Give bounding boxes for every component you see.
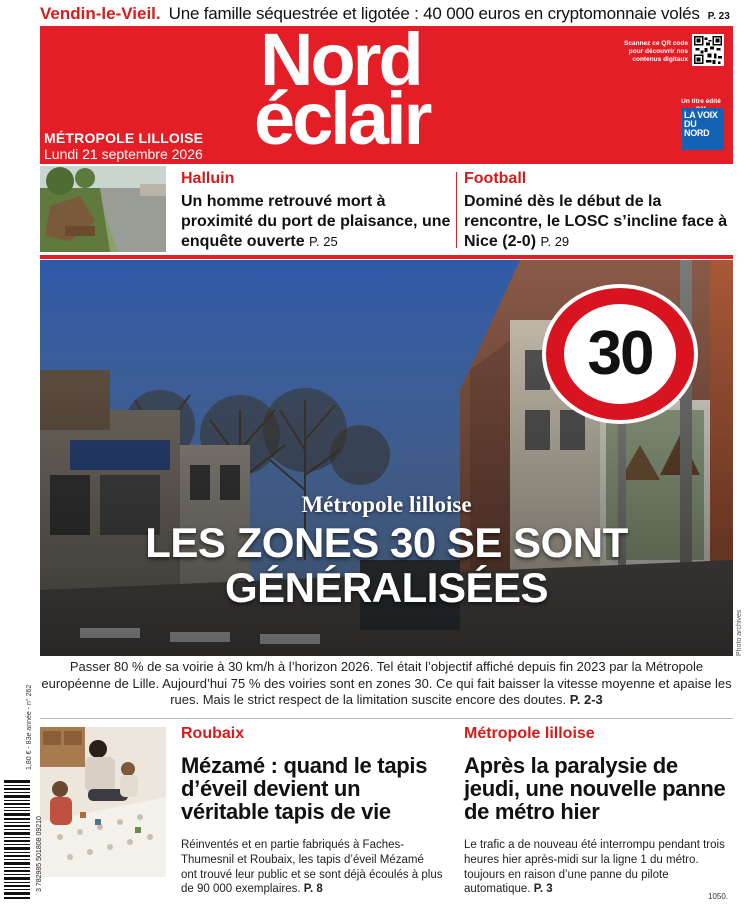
article-metro[interactable]	[464, 725, 732, 897]
article-rubric: Roubaix	[181, 725, 245, 742]
roubaix-thumbnail[interactable]	[40, 727, 166, 877]
speed-sign-value: 30	[587, 319, 653, 388]
top-teaser-headline: Une famille séquestrée et ligotée : 40 000 euros en cryptomonnaie volés	[168, 4, 700, 23]
teaser-title: Un homme retrouvé mort à proximité du port de plaisance, une enquête ouverte P. 25	[181, 193, 451, 250]
teaser-title: Dominé dès le début de la rencontre, le LOSC s’incline face à Nice (2-0) P. 29	[464, 193, 728, 250]
masthead	[40, 18, 733, 164]
teaser-divider	[456, 172, 457, 248]
top-teaser-location: Vendin-le-Vieil.	[40, 4, 161, 23]
section-divider	[40, 718, 733, 719]
qr-caption: Scannez ce QR code pour découvrir nos contenus digitaux	[624, 40, 688, 64]
barcode-icon	[4, 780, 30, 900]
barcode-number: 3 782985 501808 09210	[36, 816, 43, 892]
logo-line-1: Nord	[260, 18, 421, 101]
article-rubric: Métropole lilloise	[464, 725, 595, 742]
teaser-football[interactable]	[464, 170, 730, 252]
teaser-rubric: Halluin	[181, 170, 235, 187]
price-info: 1,80 € - 83e année - n° 262	[26, 684, 33, 770]
article-page: P. 3	[533, 883, 553, 896]
teaser-rubric: Football	[464, 170, 527, 187]
article-page: P. 8	[303, 883, 323, 896]
edited-by-label: Un titre édité	[681, 98, 721, 105]
teaser-page: P. 29	[540, 234, 570, 249]
main-story-lede: Passer 80 % de sa voirie à 30 km/h à l’horizon 2026. Tel était l’objectif affiché depuis fin 2023 par la Métropole européenne de Lille. Aujourd’hui 75 % des voiries sont en zones 30. Ce qui fait baisser la vitesse moyenne et apaise les rues. Mais le strict respect de la limitation suscite encore des doutes. P. 2-3	[41, 659, 732, 708]
edition-info	[44, 130, 203, 162]
top-teaser-page: P. 23	[707, 11, 730, 22]
main-story-page: P. 2-3	[569, 692, 603, 708]
article-summary: Le trafic a de nouveau été interrompu pendant trois heures hier après-midi sur la ligne 1 du métro. toujours en raison d’une panne du pilote automatique. P. 3	[464, 838, 725, 896]
section-rule	[40, 255, 733, 259]
article-roubaix[interactable]	[181, 725, 443, 897]
article-title: Après la paralysie de jeudi, une nouvelle panne de métro hier	[464, 753, 726, 824]
logo-line-2: éclair	[254, 77, 430, 161]
photo-credit: Photo archives	[736, 609, 743, 656]
edition-date: Lundi 21 septembre 2026	[44, 146, 203, 162]
edition-zone: MÉTROPOLE LILLOISE	[44, 130, 204, 146]
la-voix-du-nord-logo[interactable]: LA VOIX DU NORD	[682, 108, 724, 150]
article-title: Mézamé : quand le tapis d’éveil devient un véritable tapis de vie	[181, 753, 428, 824]
halluin-thumbnail[interactable]	[40, 166, 166, 252]
main-story-kicker: Métropole lilloise	[301, 492, 472, 517]
article-summary: Réinventés et en partie fabriqués à Faches-Thumesnil et Roubaix, les tapis d’éveil Mézamé ont trouvé leur public et se sont déjà écoulés à plus de 90 000 exemplaires. P. 8	[181, 838, 443, 896]
teaser-halluin[interactable]	[181, 170, 451, 252]
nord-eclair-logo[interactable]	[254, 18, 524, 161]
footer-code: 1050.	[708, 892, 729, 901]
teaser-page: P. 25	[309, 234, 338, 249]
main-story-headline[interactable]: LES ZONES 30 SE SONT GÉNÉRALISÉES	[145, 519, 628, 612]
qr-code-icon[interactable]	[692, 34, 724, 66]
